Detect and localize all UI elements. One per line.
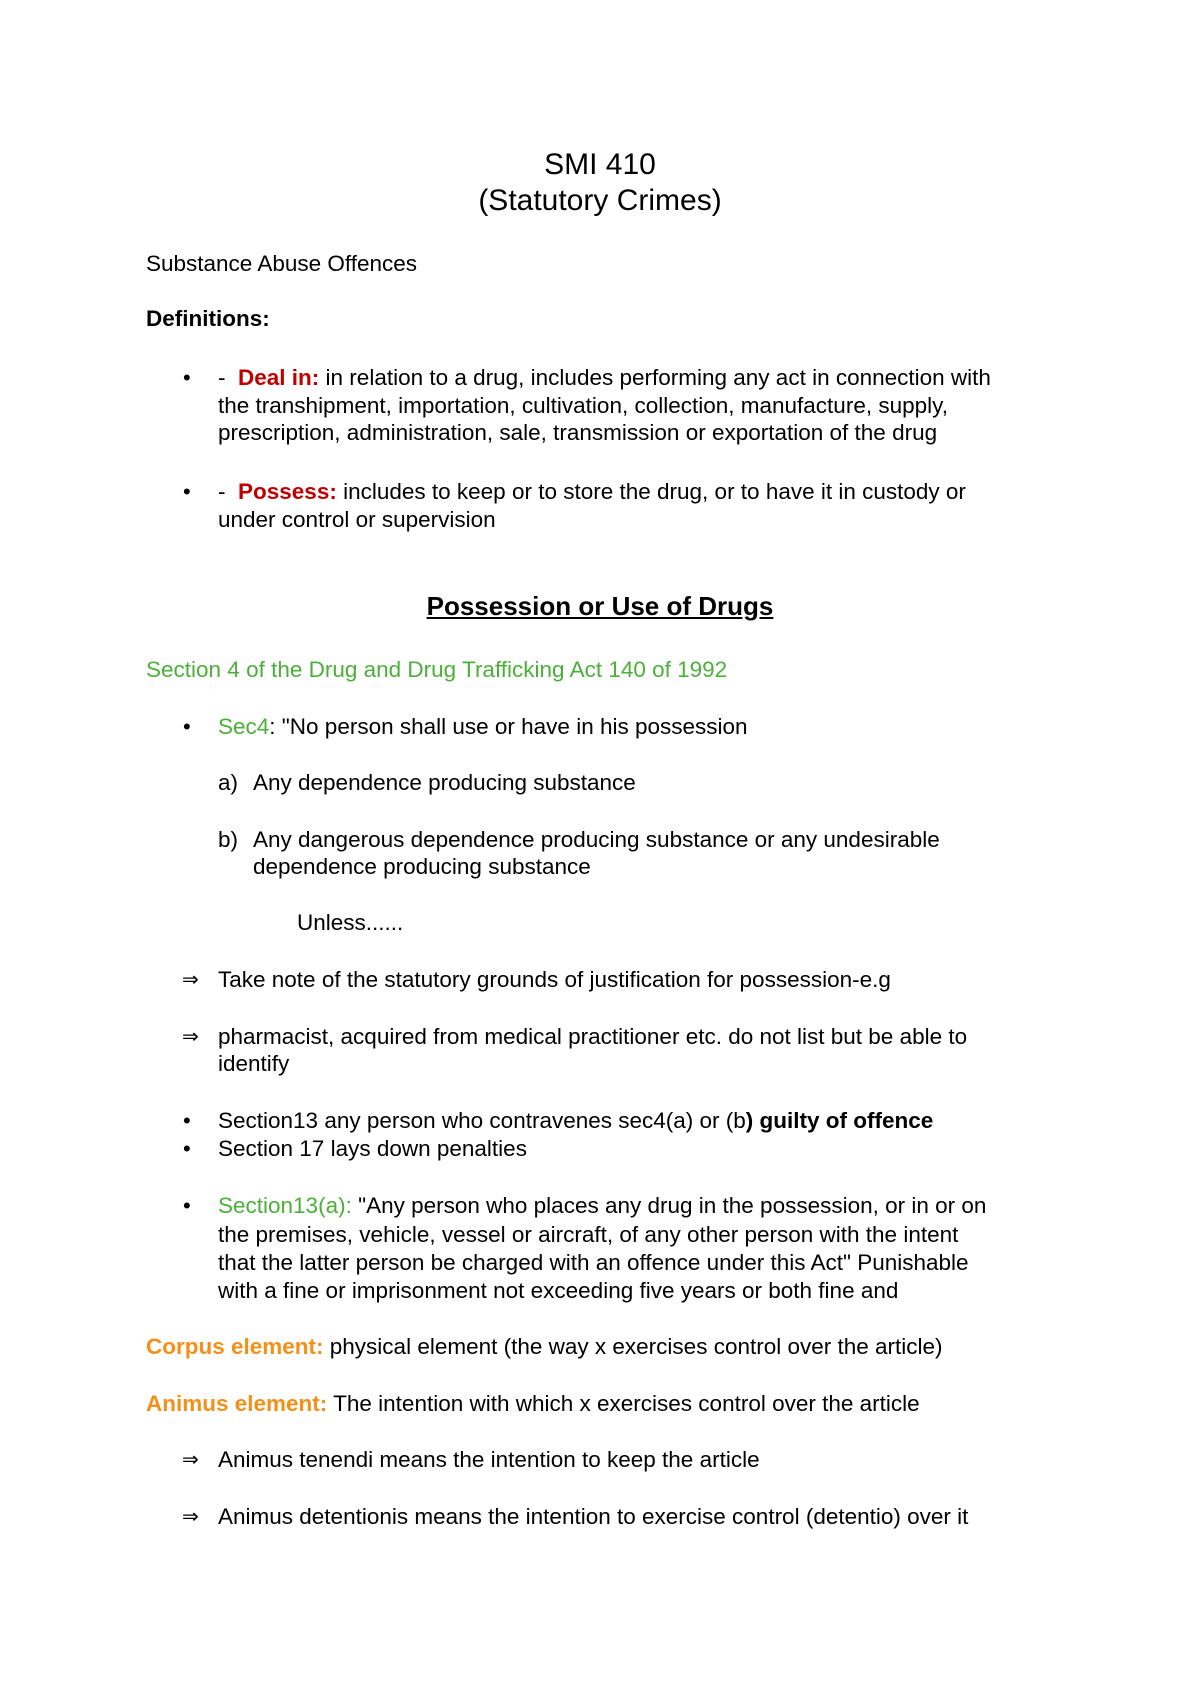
corpus-text: physical element (the way x exercises control over the article)	[323, 1334, 943, 1359]
section17-statement: Section 17 lays down penalties	[218, 1136, 527, 1161]
bullet-icon: •	[183, 714, 191, 739]
bullet-icon: •	[183, 1136, 191, 1161]
arrow-icon: ⇒	[182, 1026, 199, 1048]
arrow-icon: ⇒	[182, 969, 199, 991]
definition-text-line: the transhipment, importation, cultivation, collection, manufacture, supply,	[218, 393, 948, 418]
section13-text: Section13 any person who contravenes sec4(a) or (b	[218, 1108, 746, 1133]
animus-text: The intention with which x exercises control over the article	[327, 1391, 920, 1416]
definition-term: Possess:	[238, 479, 337, 504]
arrow-item: Animus detentionis means the intention to exercise control (detentio) over it	[218, 1504, 969, 1529]
definitions-label: Definitions:	[146, 306, 270, 331]
section-heading: Possession or Use of Drugs	[426, 591, 774, 621]
unless-text: Unless......	[297, 910, 404, 935]
arrow-item: pharmacist, acquired from medical practitioner etc. do not list but be able to	[218, 1024, 968, 1049]
corpus-element	[146, 1333, 943, 1361]
item-b-text: dependence producing substance	[253, 854, 591, 879]
sec4-text: : "No person shall use or have in his possession	[269, 714, 748, 739]
section13a-label: Section13(a):	[218, 1193, 352, 1218]
arrow-icon: ⇒	[182, 1449, 199, 1471]
definition-term: Deal in:	[238, 365, 320, 390]
bullet-icon: •	[183, 365, 191, 390]
section13a-text-line: with a fine or imprisonment not exceeding five years or both fine and	[218, 1278, 899, 1303]
animus-element	[146, 1390, 920, 1418]
doc-subtitle: (Statutory Crimes)	[478, 184, 722, 217]
definition-deal-in	[218, 364, 991, 392]
definition-possess	[218, 478, 966, 506]
definition-text: in relation to a drug, includes performing any act in connection with	[319, 365, 991, 390]
definition-text: includes to keep or to store the drug, or to have it in custody or	[336, 479, 966, 504]
section13a-text-line: that the latter person be charged with an offence under this Act" Punishable	[218, 1250, 969, 1275]
arrow-item: Take note of the statutory grounds of justification for possession-e.g	[218, 967, 891, 992]
corpus-label: Corpus element:	[146, 1334, 324, 1359]
bullet-icon: •	[183, 1108, 191, 1133]
section13a-text-line: the premises, vehicle, vessel or aircraft, of any other person with the intent	[218, 1222, 959, 1247]
arrow-item-continued: identify	[218, 1051, 290, 1076]
doc-title: SMI 410	[544, 148, 656, 181]
section13a-statement	[218, 1192, 986, 1220]
section13a-text: "Any person who places any drug in the possession, or in or on	[351, 1193, 987, 1218]
definition-text-line: prescription, administration, sale, transmission or exportation of the drug	[218, 420, 938, 445]
definition-dash: -	[218, 479, 226, 504]
sec4-label: Sec4	[218, 714, 270, 739]
item-b-text: Any dangerous dependence producing substance or any undesirable	[253, 827, 940, 852]
bullet-icon: •	[183, 479, 191, 504]
sec4-statement	[218, 713, 748, 741]
topic-line: Substance Abuse Offences	[146, 251, 418, 276]
section13-bold: ) guilty of offence	[745, 1108, 934, 1133]
item-a-text: Any dependence producing substance	[253, 770, 636, 795]
bullet-icon: •	[183, 1193, 191, 1218]
definition-text-line: under control or supervision	[218, 507, 496, 532]
animus-label: Animus element:	[146, 1391, 328, 1416]
act-reference: Section 4 of the Drug and Drug Trafficking Act 140 of 1992	[146, 657, 728, 682]
definition-dash: -	[218, 365, 226, 390]
arrow-icon: ⇒	[182, 1506, 199, 1528]
item-a-label: a)	[218, 770, 239, 795]
arrow-item: Animus tenendi means the intention to keep the article	[218, 1447, 760, 1472]
section13-statement	[218, 1107, 933, 1135]
item-b-label: b)	[218, 827, 239, 852]
